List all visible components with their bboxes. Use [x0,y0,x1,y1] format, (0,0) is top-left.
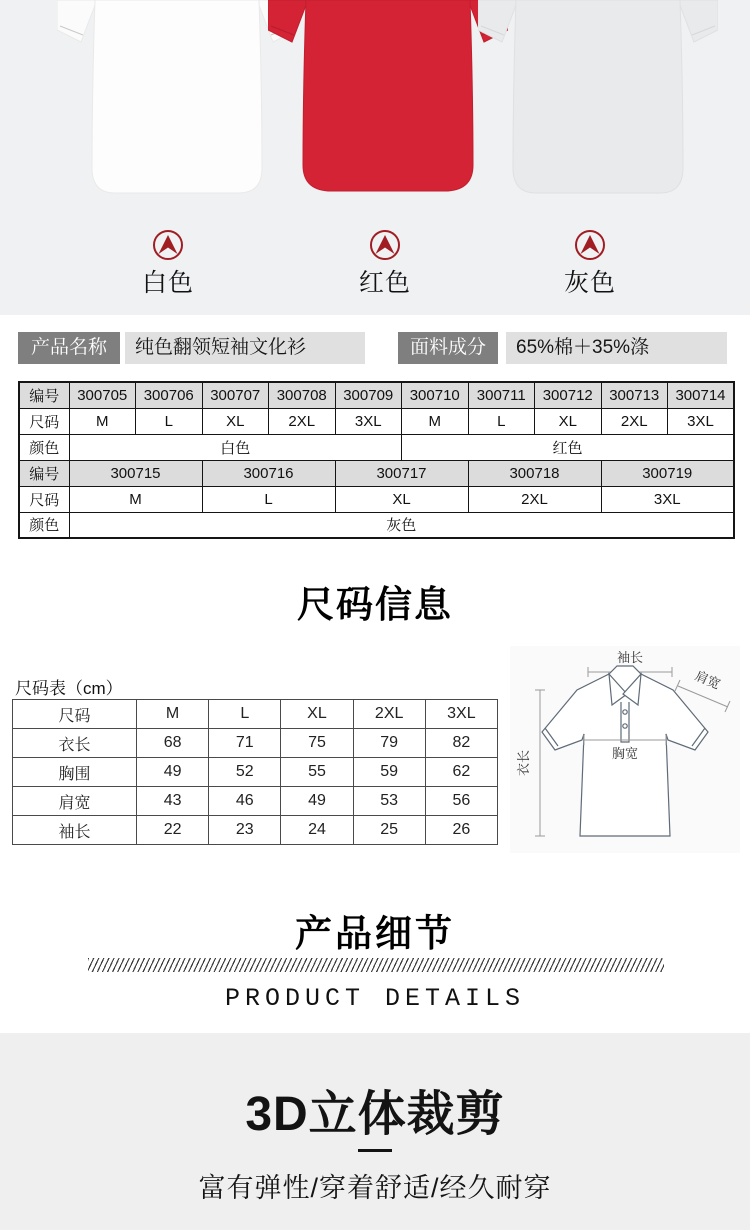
sku-row-label: 编号 [19,460,69,486]
sku-cell: 3XL [668,408,735,434]
sku-cell: 灰色 [69,512,734,538]
white-shirt-photo [57,0,297,200]
sku-cell: L [202,486,335,512]
size-col-header: L [209,700,281,729]
sku-cell: L [468,408,535,434]
sku-cell: 300707 [202,382,269,408]
sku-cell: 3XL [335,408,402,434]
size-col-header: M [137,700,209,729]
gray-shirt-photo [478,0,718,200]
size-row-label: 尺码 [13,700,137,729]
color-label-red: 红色 [358,269,411,297]
size-cell: 26 [425,816,497,845]
sku-cell: 红色 [402,434,735,460]
sku-cell: 300713 [601,382,668,408]
feature-title: 3D立体裁剪 [245,1088,505,1141]
size-info-title: 尺码信息 [297,584,453,625]
sku-row-label: 编号 [19,382,69,408]
color-label-gray: 灰色 [563,269,616,297]
size-chart-table [12,699,498,845]
sku-cell: M [402,408,469,434]
feature-subtitle: 富有弹性/穿着舒适/经久耐穿 [198,1173,552,1203]
feature-section [0,1033,750,1230]
brand-arrow-icon [574,229,606,261]
size-col-header: 2XL [353,700,425,729]
diagram-length-label: 衣长 [516,749,531,777]
size-cell: 49 [137,758,209,787]
size-chart-caption: 尺码表（cm） [15,679,123,698]
sku-row-label: 尺码 [19,486,69,512]
sku-row-label: 颜色 [19,434,69,460]
sku-cell: 300709 [335,382,402,408]
hero-section [0,0,750,315]
sku-cell: 2XL [601,408,668,434]
sku-cell: 2XL [468,486,601,512]
sku-cell: 300710 [402,382,469,408]
sku-row-label: 颜色 [19,512,69,538]
sku-cell: 300716 [202,460,335,486]
size-cell: 59 [353,758,425,787]
size-cell: 55 [281,758,353,787]
product-name-label: 产品名称 [18,332,120,364]
sku-table [18,381,735,539]
size-cell: 52 [209,758,281,787]
sku-cell: 300714 [668,382,735,408]
size-cell: 82 [425,729,497,758]
sku-row-label: 尺码 [19,408,69,434]
size-cell: 22 [137,816,209,845]
size-cell: 46 [209,787,281,816]
diagram-shoulder-label: 肩宽 [692,667,723,692]
sku-cell: 3XL [601,486,734,512]
slash-divider [88,958,664,972]
color-label-white: 白色 [141,269,194,297]
size-cell: 25 [353,816,425,845]
size-cell: 23 [209,816,281,845]
diagram-chest-label: 胸宽 [611,746,639,761]
sku-cell: 300715 [69,460,202,486]
sku-cell: 300705 [69,382,136,408]
size-col-header: XL [281,700,353,729]
fabric-label: 面料成分 [398,332,498,364]
brand-arrow-icon [369,229,401,261]
size-col-header: 3XL [425,700,497,729]
measurement-diagram [510,646,740,853]
size-cell: 24 [281,816,353,845]
size-cell: 49 [281,787,353,816]
size-row-label: 衣长 [13,729,137,758]
size-row-label: 袖长 [13,816,137,845]
sku-cell: 300711 [468,382,535,408]
sku-cell: 300717 [335,460,468,486]
product-details-title: 产品细节 [295,913,455,954]
sku-cell: 300708 [269,382,336,408]
red-shirt-photo [268,0,508,200]
size-row-label: 胸围 [13,758,137,787]
sku-cell: XL [202,408,269,434]
size-cell: 53 [353,787,425,816]
size-row-label: 肩宽 [13,787,137,816]
sku-cell: M [69,486,202,512]
sku-cell: 白色 [69,434,402,460]
size-cell: 75 [281,729,353,758]
fabric-value: 65%棉＋35%涤 [506,332,727,364]
size-cell: 62 [425,758,497,787]
sku-cell: L [136,408,203,434]
sku-cell: XL [535,408,602,434]
brand-arrow-icon [152,229,184,261]
size-cell: 71 [209,729,281,758]
diagram-sleeve-label: 袖长 [616,650,644,665]
sku-cell: 300712 [535,382,602,408]
product-details-subtitle: PRODUCT DETAILS [224,984,526,1013]
sku-cell: 300718 [468,460,601,486]
size-cell: 79 [353,729,425,758]
size-cell: 56 [425,787,497,816]
size-cell: 68 [137,729,209,758]
sku-cell: 300706 [136,382,203,408]
divider-dash [358,1149,392,1152]
sku-cell: XL [335,486,468,512]
sku-cell: M [69,408,136,434]
sku-cell: 2XL [269,408,336,434]
size-cell: 43 [137,787,209,816]
sku-cell: 300719 [601,460,734,486]
product-name-value: 纯色翻领短袖文化衫 [125,332,365,364]
